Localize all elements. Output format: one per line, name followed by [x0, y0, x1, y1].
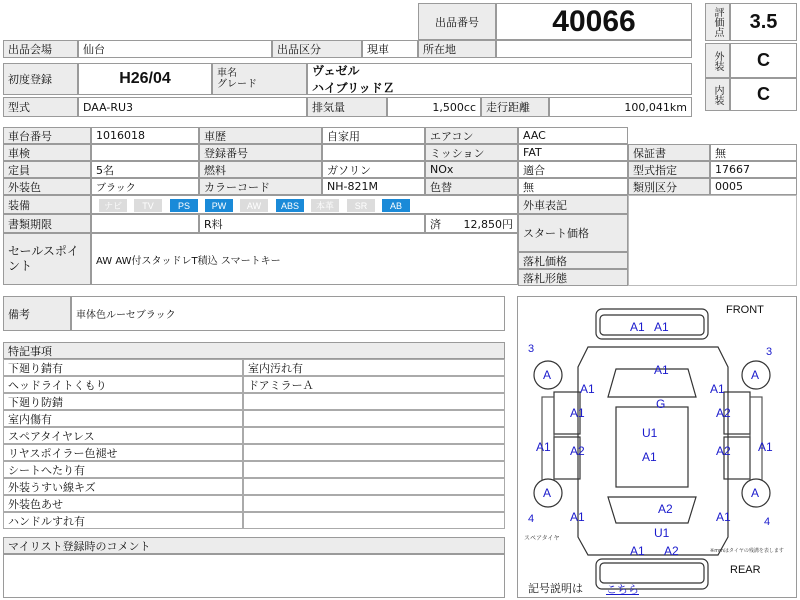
- equipment-badge: TV: [134, 199, 162, 212]
- special-note-right: [243, 495, 505, 512]
- mark-rear-glass: U1: [654, 526, 670, 540]
- tread-legend-note: ※mmはタイヤの残溝を表します: [710, 548, 784, 554]
- type-designation-value: 17667: [710, 161, 797, 178]
- registration-number-label: 登録番号: [199, 144, 322, 161]
- tread-rl: 4: [528, 513, 535, 525]
- color-code-value: NH-821M: [322, 178, 425, 195]
- ac-value: AAC: [518, 127, 628, 144]
- recycle-fee: [425, 214, 518, 233]
- mileage-label: 走行距離: [481, 97, 549, 117]
- equipment-badge: 本革: [311, 199, 339, 212]
- color-code-label: カラーコード: [199, 178, 322, 195]
- chassis-label: 車台番号: [3, 127, 91, 144]
- special-note-left: スペアタイヤレス: [3, 427, 243, 444]
- mark-left-rear: A1: [570, 510, 585, 524]
- chassis-value: 1016018: [91, 127, 199, 144]
- car-name-grade-value: [307, 63, 692, 95]
- mark-rear-bumper-1: A1: [630, 544, 645, 558]
- model-label: 型式: [3, 97, 78, 117]
- capacity-value: 5名: [91, 161, 199, 178]
- mark-left-fender: A1: [580, 382, 595, 396]
- wheel-fr-mark: A: [751, 368, 760, 382]
- interior-grade: C: [730, 78, 797, 111]
- special-note-right: 室内汚れ有: [243, 359, 505, 376]
- car-damage-diagram: [518, 297, 797, 598]
- grade: ハイブリッドＺ: [312, 81, 395, 95]
- ac-label: エアコン: [425, 127, 518, 144]
- car-name-grade-label: [212, 63, 307, 95]
- mission-value: FAT: [518, 144, 628, 161]
- mark-windshield: G: [656, 397, 666, 411]
- mark-right-fender: A1: [710, 382, 725, 396]
- legend-label: 記号説明は: [528, 582, 583, 595]
- special-note-right: [243, 393, 505, 410]
- car-name-label: 車名: [217, 68, 237, 79]
- mark-left-front-door: A1: [570, 406, 585, 420]
- mark-right-side: A1: [758, 440, 773, 454]
- mark-left-side: A1: [536, 440, 551, 454]
- recycle-status: 済: [430, 217, 441, 231]
- sales-point-label: セールスポイント: [3, 233, 91, 285]
- special-notes-label: 特記事項: [3, 342, 505, 359]
- special-note-right: [243, 427, 505, 444]
- front-label: FRONT: [726, 304, 764, 316]
- class-value: 0005: [710, 178, 797, 195]
- special-note-left: 下廻り防錆: [3, 393, 243, 410]
- class-label: 類別区分: [628, 178, 710, 195]
- foreign-notation-label: 外車表記: [518, 195, 628, 214]
- location-label: 所在地: [418, 40, 496, 58]
- first-registration-value: H26/04: [78, 63, 212, 95]
- location-value: [496, 40, 692, 58]
- rear-label: REAR: [730, 564, 761, 576]
- lot-number-label: 出品番号: [418, 3, 496, 40]
- special-note-right: [243, 410, 505, 427]
- inspection-value: [91, 144, 199, 161]
- start-price-label: スタート価格: [518, 214, 628, 252]
- fuel-value: ガソリン: [322, 161, 425, 178]
- displacement-value: 1,500cc: [387, 97, 481, 117]
- lot-number: 40066: [496, 3, 692, 40]
- special-note-right: [243, 478, 505, 495]
- equipment-badge: ナビ: [99, 199, 127, 212]
- car-name: ヴェゼル: [312, 64, 360, 78]
- inspection-label: 車検: [3, 144, 91, 161]
- model-value: DAA-RU3: [78, 97, 307, 117]
- mark-right-rear-door: A2: [716, 444, 731, 458]
- mark-rear-hatch: A2: [658, 502, 673, 516]
- exterior-grade: C: [730, 43, 797, 78]
- sold-form-label: 落札形態: [518, 269, 628, 286]
- equipment-badge: AB: [382, 199, 410, 212]
- history-label: 車歴: [199, 127, 322, 144]
- mark-left-rear-door: A2: [570, 444, 585, 458]
- mark-front-bumper-1: A1: [630, 320, 645, 334]
- spare-tire-label: スペアタイヤ: [524, 535, 560, 542]
- grade-label: グレード: [217, 79, 257, 90]
- special-note-left: ヘッドライトくもり: [3, 376, 243, 393]
- equipment-badge: ABS: [276, 199, 304, 212]
- tread-fl: 3: [528, 343, 535, 355]
- special-note-right: ドアミラーＡ: [243, 376, 505, 393]
- wheel-rl-mark: A: [543, 486, 552, 500]
- documents-deadline-value: [91, 214, 199, 233]
- equipment-label: 装備: [3, 195, 91, 214]
- mark-right-front-door: A2: [716, 406, 731, 420]
- history-value: 自家用: [322, 127, 425, 144]
- remarks-label: 備考: [3, 296, 71, 331]
- mark-roof-1: U1: [642, 426, 658, 440]
- special-note-right: [243, 444, 505, 461]
- documents-deadline-label: 書類期限: [3, 214, 91, 233]
- special-note-left: 下廻り錆有: [3, 359, 243, 376]
- mark-rear-bumper-2: A2: [664, 544, 679, 558]
- equipment-badge: SR: [347, 199, 375, 212]
- special-note-right: [243, 461, 505, 478]
- mark-hood: A1: [654, 363, 669, 377]
- color-label: 外装色: [3, 178, 91, 195]
- sold-price-label: 落札価格: [518, 252, 628, 269]
- warranty-value: 無: [710, 144, 797, 161]
- capacity-label: 定員: [3, 161, 91, 178]
- color-value: ブラック: [91, 178, 199, 195]
- warranty-label: 保証書: [628, 144, 710, 161]
- remarks-value: 車体色ルーセブラック: [71, 296, 505, 331]
- equipment-badge: PS: [170, 199, 198, 212]
- type-designation-label: 型式指定: [628, 161, 710, 178]
- sales-point-value: AW AW付スタッドレT積込 スマートキー: [91, 233, 518, 285]
- price-area: [628, 195, 797, 286]
- equipment-badge: PW: [205, 199, 233, 212]
- damage-diagram-panel: [517, 296, 797, 598]
- recycle-amount: 12,850円: [463, 217, 513, 231]
- tread-fr: 3: [766, 346, 773, 358]
- first-registration-label: 初度登録: [3, 63, 78, 95]
- equipment-badge: AW: [240, 199, 268, 212]
- category-value: 現車: [362, 40, 418, 58]
- mission-label: ミッション: [425, 144, 518, 161]
- fuel-label: 燃料: [199, 161, 322, 178]
- nox-label: NOx: [425, 161, 518, 178]
- category-label: 出品区分: [272, 40, 362, 58]
- nox-value: 適合: [518, 161, 628, 178]
- overall-score: 3.5: [730, 3, 797, 41]
- special-note-left: 外装うすい線キズ: [3, 478, 243, 495]
- mark-roof-2: A1: [642, 450, 657, 464]
- exterior-grade-label: 外装: [705, 43, 730, 78]
- special-note-left: リヤスポイラー色褪せ: [3, 444, 243, 461]
- legend-link[interactable]: こちら: [606, 583, 639, 596]
- mileage-value: 100,041km: [549, 97, 692, 117]
- special-note-left: 外装色あせ: [3, 495, 243, 512]
- special-note-right: [243, 512, 505, 529]
- color-change-label: 色替: [425, 178, 518, 195]
- special-note-left: 室内傷有: [3, 410, 243, 427]
- color-change-value: 無: [518, 178, 628, 195]
- displacement-label: 排気量: [307, 97, 387, 117]
- venue-label: 出品会場: [3, 40, 78, 58]
- tread-rr: 4: [764, 516, 771, 528]
- comment-label: マイリスト登録時のコメント: [3, 537, 505, 554]
- special-note-left: ハンドルすれ有: [3, 512, 243, 529]
- mark-front-bumper-2: A1: [654, 320, 669, 334]
- mark-right-rear: A1: [716, 510, 731, 524]
- comment-area[interactable]: [3, 554, 505, 598]
- recycle-label: R料: [199, 214, 425, 233]
- registration-number-value: [322, 144, 425, 161]
- special-note-left: シートへたり有: [3, 461, 243, 478]
- venue-value: 仙台: [78, 40, 272, 58]
- interior-grade-label: 内装: [705, 78, 730, 111]
- score-label: 評価点: [705, 3, 730, 41]
- wheel-rr-mark: A: [751, 486, 760, 500]
- wheel-fl-mark: A: [543, 368, 552, 382]
